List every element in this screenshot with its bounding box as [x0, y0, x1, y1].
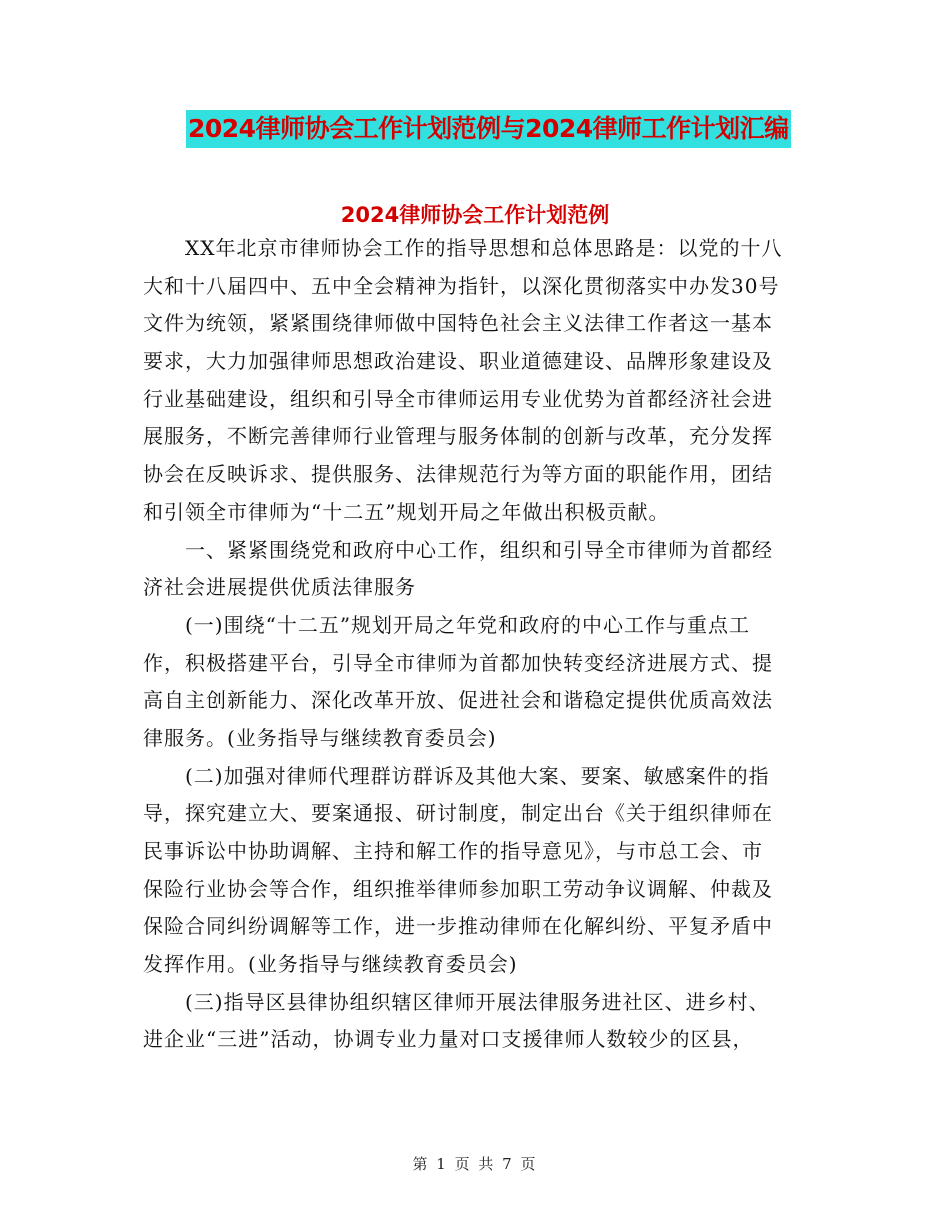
body-line: 一、紧紧围绕党和政府中心工作，组织和引导全市律师为首都经 [185, 537, 773, 562]
body-line: 律服务。(业务指导与继续教育委员会) [143, 725, 497, 750]
body-line: 协会在反映诉求、提供服务、法律规范行为等方面的职能作用，团结 [143, 462, 773, 487]
body-line: 民事诉讼中协助调解、主持和解工作的指导意见》，与市总工会、市 [143, 839, 763, 863]
section-title: 2024律师协会工作计划范例 [340, 203, 610, 227]
body-line: 展服务，不断完善律师行业管理与服务体制的创新与改革，充分发挥 [143, 424, 773, 449]
document-title: 2024律师协会工作计划范例与2024律师工作计划汇编 [186, 110, 791, 148]
body-line: 进企业“三进”活动，协调专业力量对口支援律师人数较少的区县， [143, 1027, 754, 1052]
body-line: 导，探究建立大、要案通报、研讨制度，制定出台《关于组织律师在 [143, 801, 773, 826]
body-line: 发挥作用。(业务指导与继续教育委员会) [143, 952, 518, 977]
body-line: 文件为统领，紧紧围绕律师做中国特色社会主义法律工作者这一基本 [143, 311, 773, 336]
body-line: 作，积极搭建平台，引导全市律师为首都加快转变经济进展方式、提 [143, 650, 773, 675]
body-line: (三)指导区县律协组织辖区律师开展法律服务进社区、进乡村、 [185, 989, 770, 1014]
body-line: 行业基础建设，组织和引导全市律师运用专业优势为首都经济社会进 [143, 386, 773, 411]
body-line: (一)围绕“十二五”规划开局之年党和政府的中心工作与重点工 [185, 612, 751, 637]
body-line: XX年北京市律师协会工作的指导思想和总体思路是：以党的十八 [185, 236, 783, 260]
page-number-footer: 第 1 页 共 7 页 [412, 1155, 538, 1173]
body-line: (二)加强对律师代理群访群诉及其他大案、要案、敏感案件的指 [185, 763, 770, 788]
body-line: 济社会进展提供优质法律服务 [143, 575, 416, 600]
body-line: 大和十八届四中、五中全会精神为指针，以深化贯彻落实中办发30号 [143, 273, 780, 298]
body-line: 保险合同纠纷调解等工作，进一步推动律师在化解纠纷、平复矛盾中 [143, 914, 773, 939]
document-body [143, 230, 813, 1059]
body-line: 和引领全市律师为“十二五”规划开局之年做出积极贡献。 [143, 499, 670, 524]
body-line: 保险行业协会等合作，组织推举律师参加职工劳动争议调解、仲裁及 [143, 876, 773, 901]
body-line: 高自主创新能力、深化改革开放、促进社会和谐稳定提供优质高效法 [143, 688, 773, 713]
body-line: 要求，大力加强律师思想政治建设、职业道德建设、品牌形象建设及 [143, 349, 773, 374]
